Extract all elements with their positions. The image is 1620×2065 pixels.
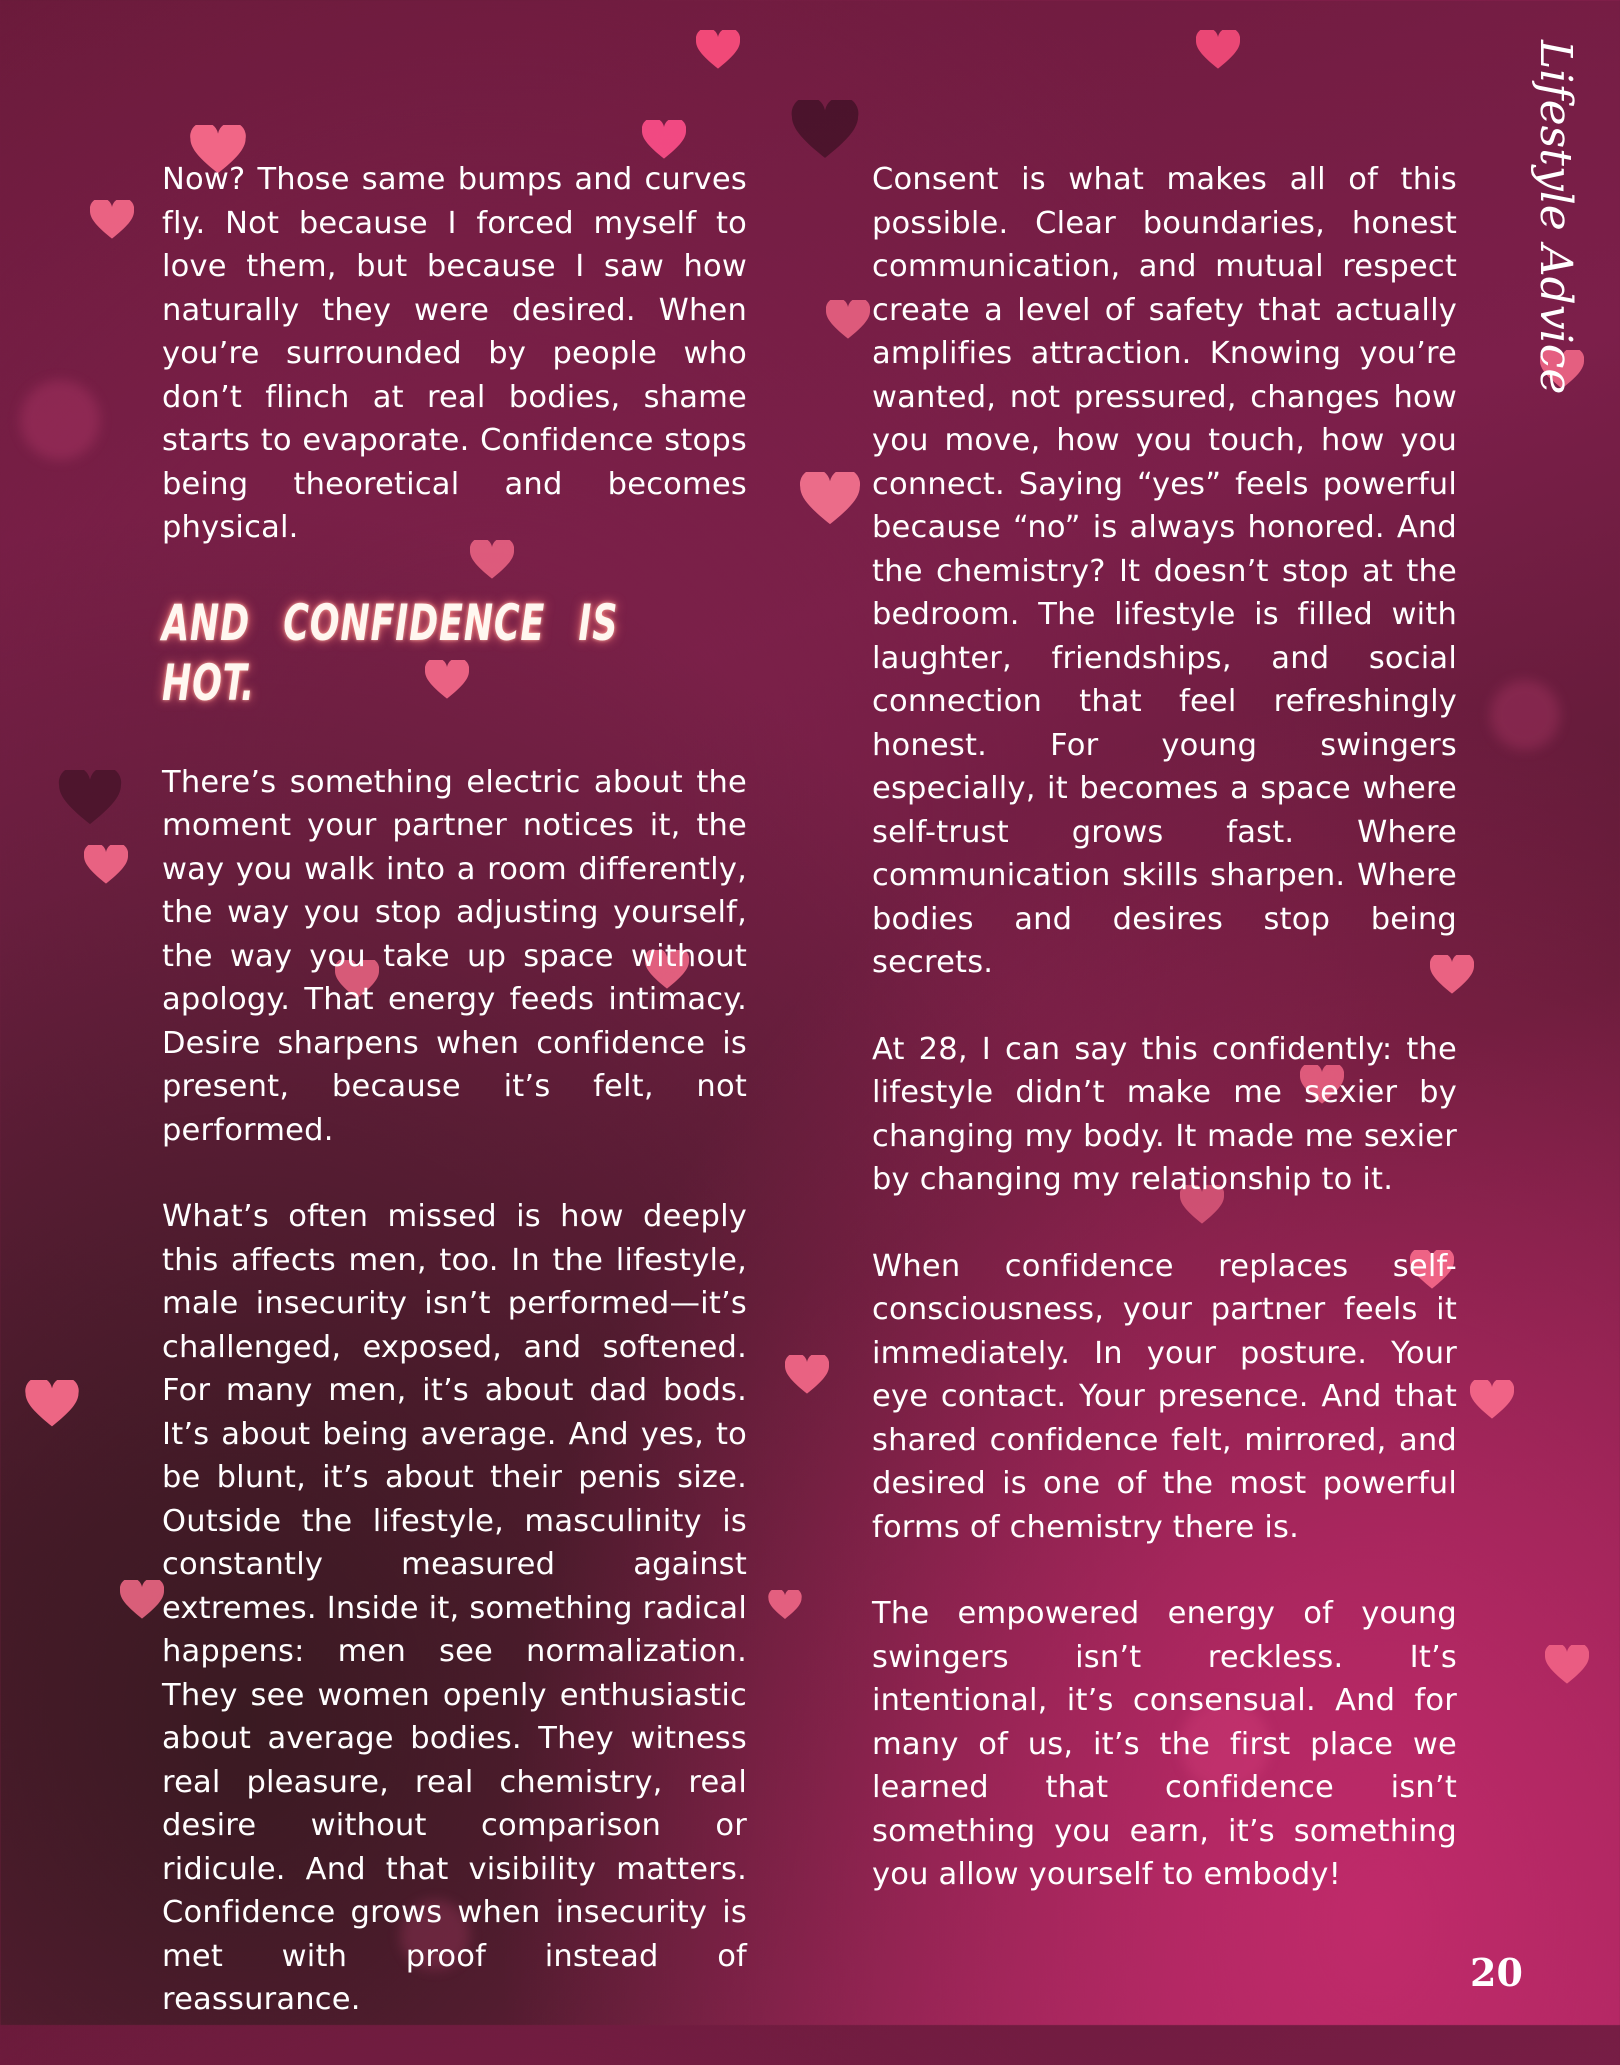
left-column [162, 158, 747, 2065]
heart-icon [790, 100, 860, 160]
heart-icon [58, 770, 122, 826]
right-column [872, 158, 1457, 1940]
section-label: Lifestyle Advice [1530, 40, 1581, 395]
paragraph: When confidence replaces self-consciousness, your partner feels it immediately. In your posture. Your eye contact. Your presence. And that shared confidence felt, mirrored, and desired is one of the most powerful forms of chemistry there is. [872, 1248, 1457, 1545]
heart-icon [84, 845, 128, 885]
paragraph: Consent is what makes all of this possible. Clear boundaries, honest communication, and mutual respect create a level of safety that actually amplifies attraction. Knowing you’re wanted, not pressured, changes how you move, how you touch, how you connect. Saying “yes” feels powerful because “no” is always honored. And the chemistry? It doesn’t stop at the bedroom. The lifestyle is filled with laughter, friendships, and social connection that feel refreshingly honest. For young swingers especially, it becomes a space where self-trust grows fast. Where communication skills sharpen. Where bodies and desires stop being secrets. [872, 162, 1457, 980]
heart-icon [1470, 1380, 1514, 1420]
heart-icon [1545, 1645, 1589, 1685]
paragraph: There’s something electric about the moment your partner notices it, the way you walk into a room differently, the way you stop adjusting yourself, the way you take up space without apology. That energy feeds intimacy. Desire sharpens when confidence is present, because it’s felt, not performed. [162, 764, 747, 1148]
heart-icon [642, 120, 686, 160]
paragraph: Now? Those same bumps and curves fly. Not because I forced myself to love them, but because I saw how naturally they were desired. When you’re surrounded by people who don’t flinch at real bodies, shame starts to evaporate. Confidence stops being theoretical and becomes physical. [162, 162, 747, 545]
bokeh-light [1490, 680, 1560, 750]
paragraph: What’s often missed is how deeply this affects men, too. In the lifestyle, male insecurity isn’t performed—it’s challenged, exposed, and softened. For many men, it’s about dad bods. It’s about being average. And yes, to be blunt, it’s about their penis size. Outside the lifestyle, masculinity is constantly measured against extremes. Inside it, something radical happens: men see normalization. They see women openly enthusiastic about average bodies. They witness real pleasure, real chemistry, real desire without comparison or ridicule. And that visibility matters. Confidence grows when insecurity is met with proof instead of reassurance. [162, 1199, 747, 2017]
heart-icon [90, 200, 134, 240]
heart-icon [1196, 30, 1240, 70]
heart-icon [785, 1355, 829, 1395]
heart-icon [696, 30, 740, 70]
heart-icon [120, 1580, 164, 1620]
page-number: 20 [1470, 1950, 1523, 1995]
paragraph: The empowered energy of young swingers isn’t reckless. It’s intentional, it’s consensual. And for many of us, it’s the first place we learned that confidence isn’t something you earn, it’s something you allow yourself to embody! [872, 1596, 1457, 1892]
paragraph: At 28, I can say this confidently: the lifestyle didn’t make me sexier by changing my body. It made me sexier by changing my relationship to it. [872, 1031, 1457, 1197]
heart-icon [768, 1590, 802, 1620]
section-heading: AND CONFIDENCE IS HOT. [162, 593, 619, 712]
heart-icon [25, 1380, 79, 1428]
bokeh-light [20, 380, 100, 460]
heart-icon [800, 472, 860, 526]
heart-icon [826, 300, 870, 340]
